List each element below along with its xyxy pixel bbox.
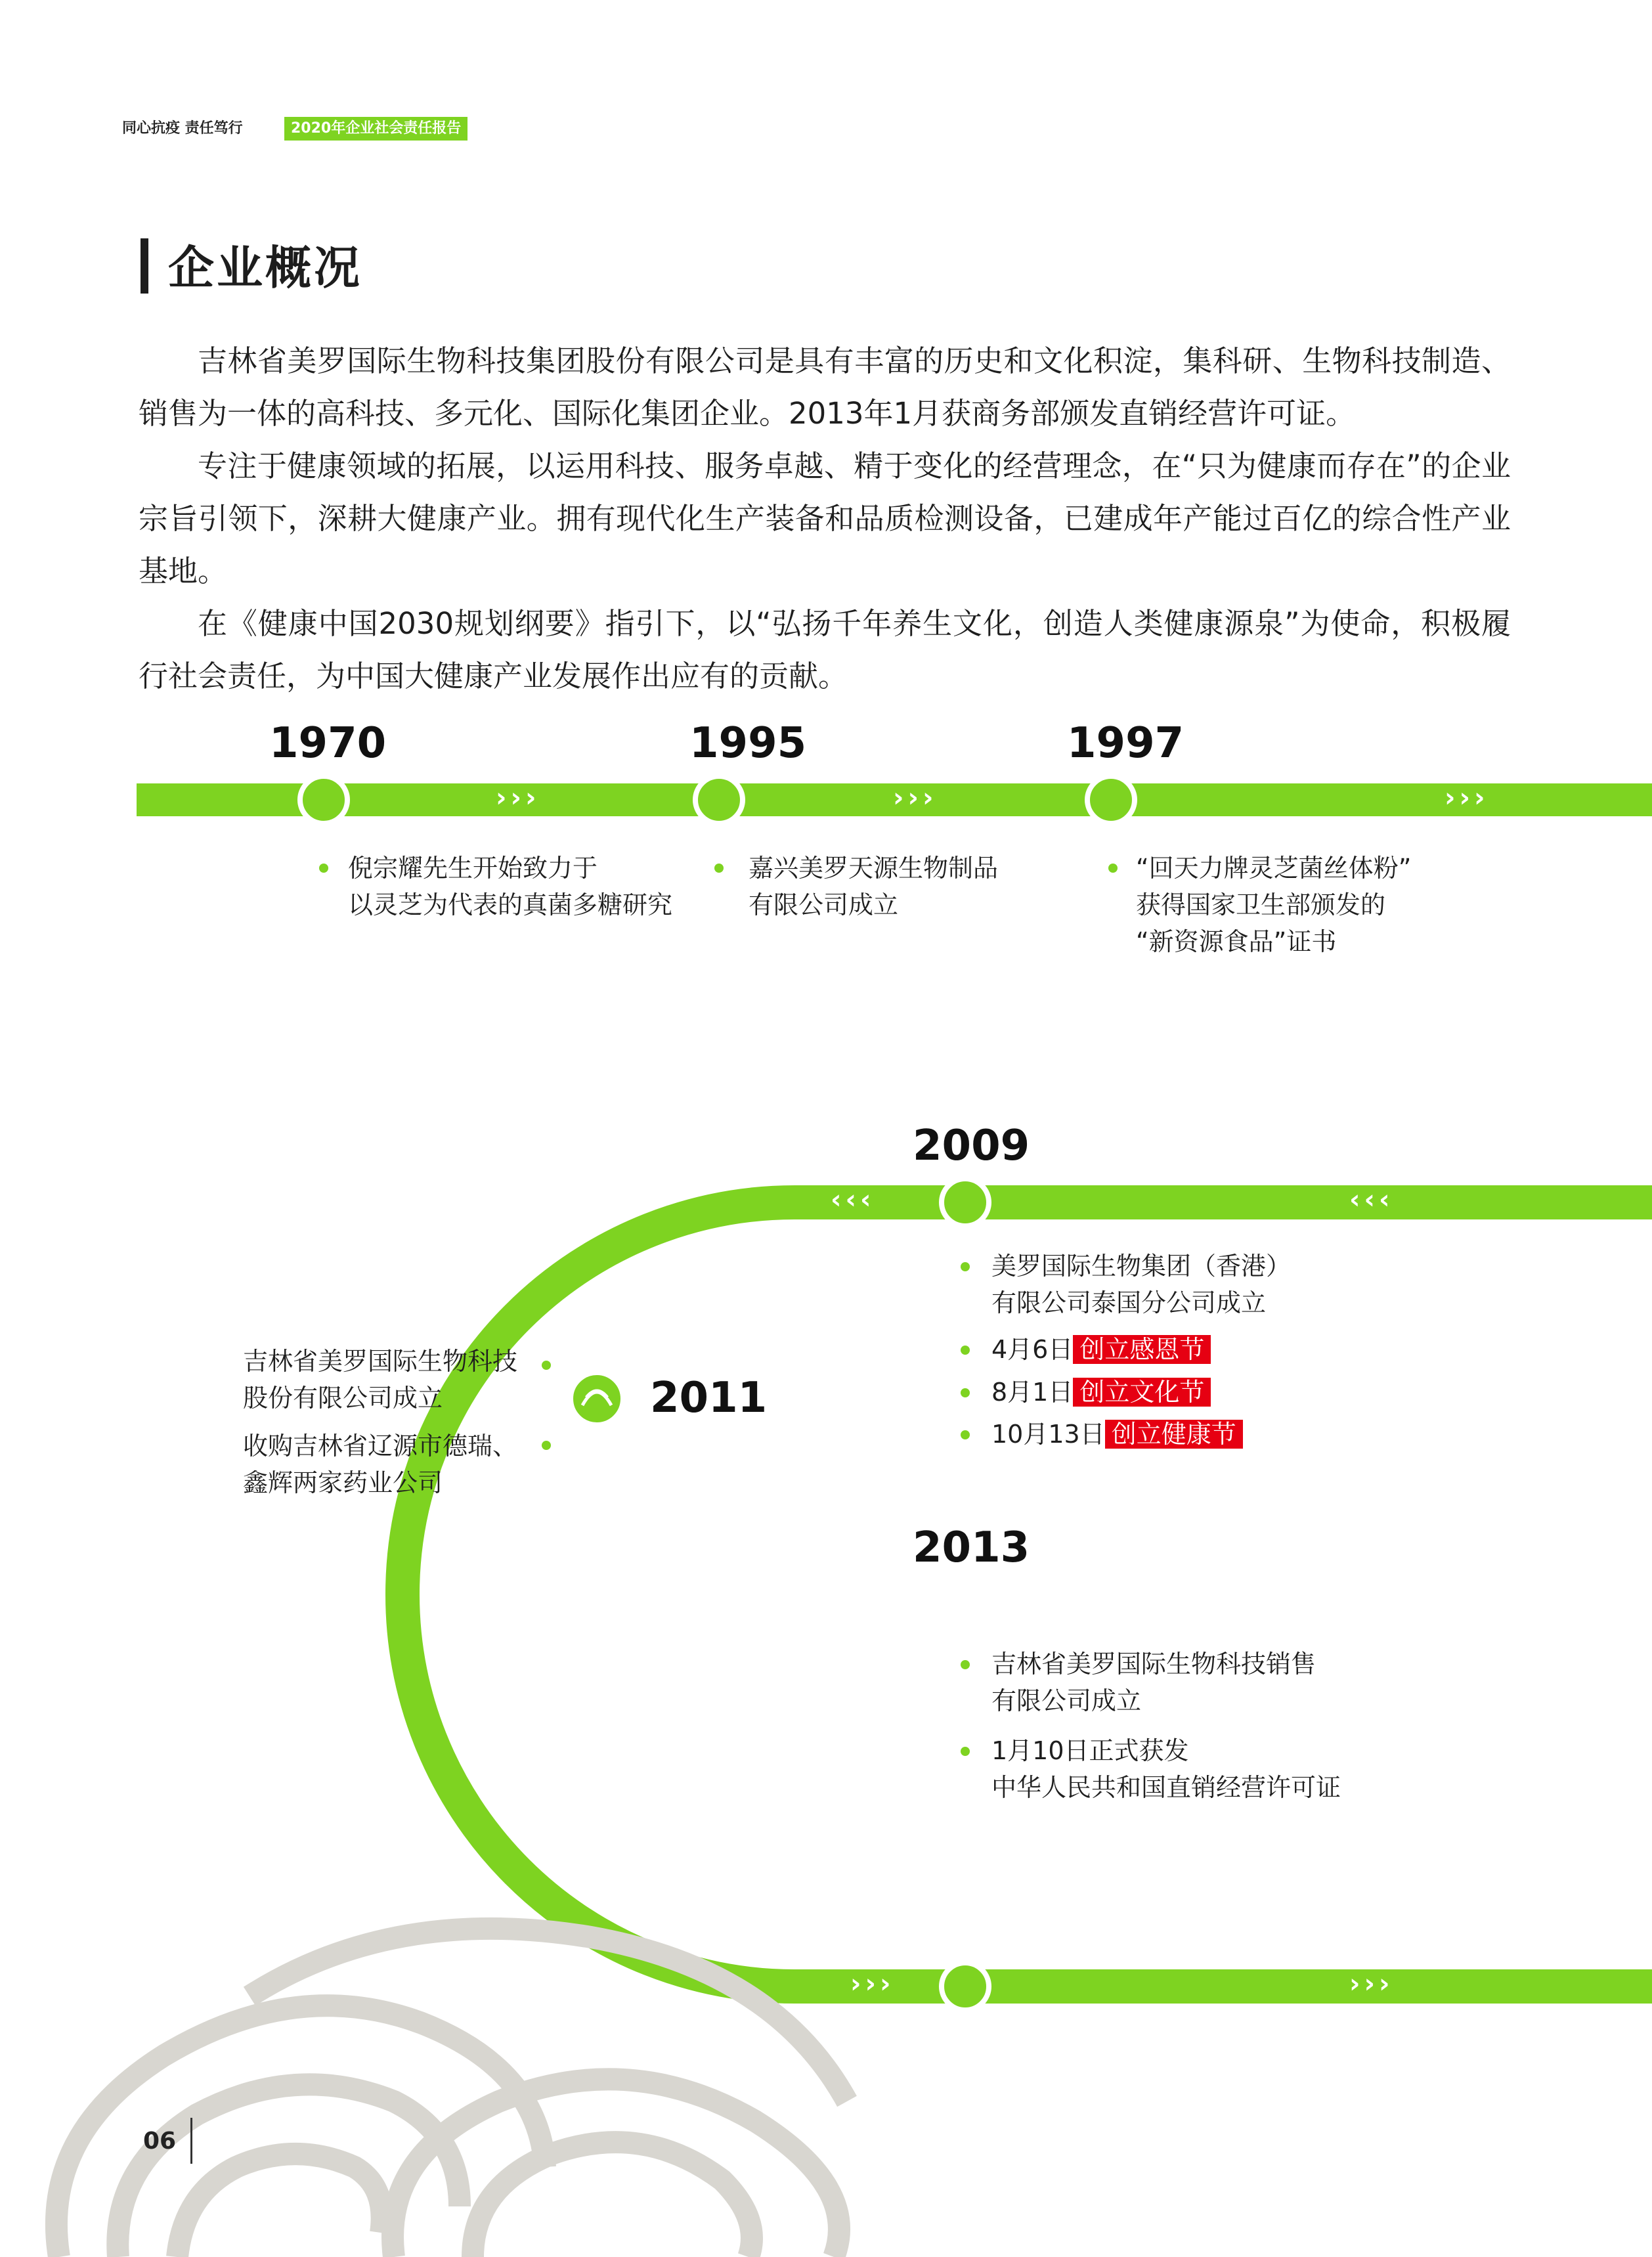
arrows-right-icon: ››› [496, 783, 540, 813]
arrows-right-icon: ››› [1349, 1969, 1394, 1999]
bullet-dot [1108, 864, 1118, 873]
header-report-badge: 2020年企业社会责任报告 [284, 117, 467, 141]
cloud-ornament-icon [56, 1929, 847, 2257]
node-2009 [942, 1179, 989, 1226]
node-1995 [695, 776, 743, 823]
event-2013-1: 吉林省美罗国际生物科技销售 有限公司成立 [991, 1650, 1316, 1715]
node-2011-logo-icon [571, 1372, 623, 1425]
node-2013 [942, 1963, 989, 2010]
header-report-slogan: 同心抗疫 责任笃行 [122, 120, 243, 137]
bullet-dot [714, 864, 724, 873]
arrows-right-icon: ››› [1445, 783, 1489, 813]
arrows-left-icon: ‹‹‹ [1349, 1185, 1394, 1215]
festival-health: 10月13日 创立健康节 [991, 1416, 1243, 1453]
event-1997: “回天力牌灵芝菌丝体粉” 获得国家卫生部颁发的 “新资源食品”证书 [1136, 854, 1412, 956]
year-1970: 1970 [269, 719, 387, 768]
bullet-dot [319, 864, 328, 873]
bullet-dot [961, 1346, 970, 1355]
bullet-dot [542, 1441, 551, 1450]
event-2011-1: 吉林省美罗国际生物科技 股份有限公司成立 [243, 1347, 518, 1413]
bullet-dot [961, 1430, 970, 1439]
intro-paragraph-2: 专注于健康领域的拓展，以运用科技、服务卓越、精于变化的经营理念，在“只为健康而存在”的企业宗旨引领下，深耕大健康产业。拥有现代化生产装备和品质检测设备，已建成年产能过百亿的综合性产业基地。 [139, 449, 1511, 588]
festival-culture: 8月1日 创立文化节 [991, 1374, 1211, 1411]
bullet-dot [961, 1747, 970, 1756]
intro-paragraph-3: 在《健康中国2030规划纲要》指引下，以“弘扬千年养生文化，创造人类健康源泉”为使命，积极履行社会责任，为中国大健康产业发展作出应有的贡献。 [139, 606, 1511, 693]
page-number-divider [190, 2118, 192, 2164]
intro-paragraph-1: 吉林省美罗国际生物科技集团股份有限公司是具有丰富的历史和文化积淀，集科研、生物科技制造、销售为一体的高科技、多元化、国际化集团企业。2013年1月获商务部颁发直销经营许可证。 [139, 343, 1511, 431]
arrows-right-icon: ››› [893, 783, 938, 813]
event-2011-2: 收购吉林省辽源市德瑞、 鑫辉两家药业公司 [243, 1432, 518, 1497]
node-1970 [300, 776, 347, 823]
bullet-dot [961, 1660, 970, 1669]
year-1995: 1995 [689, 719, 807, 768]
event-2013-2: 1月10日正式获发 中华人民共和国直销经营许可证 [991, 1736, 1341, 1802]
year-2013: 2013 [913, 1523, 1030, 1572]
arrows-left-icon: ‹‹‹ [831, 1185, 875, 1215]
bullet-dot [961, 1262, 970, 1271]
festival-gratitude: 4月6日 创立感恩节 [991, 1331, 1211, 1368]
bullet-dot [542, 1361, 551, 1370]
event-1970: 倪宗耀先生开始致力于 以灵芝为代表的真菌多糖研究 [348, 854, 673, 919]
bullet-dot [961, 1388, 970, 1397]
node-1997 [1087, 776, 1135, 823]
arrows-right-icon: ››› [850, 1969, 895, 1999]
year-2011: 2011 [650, 1374, 768, 1422]
page-number: 06 [143, 2128, 177, 2155]
event-1995: 嘉兴美罗天源生物制品 有限公司成立 [749, 854, 999, 919]
event-2009: 美罗国际生物集团（香港） 有限公司泰国分公司成立 [991, 1252, 1292, 1317]
year-1997: 1997 [1067, 719, 1185, 768]
section-title: 企业概况 [168, 241, 362, 295]
year-2009: 2009 [913, 1122, 1030, 1170]
